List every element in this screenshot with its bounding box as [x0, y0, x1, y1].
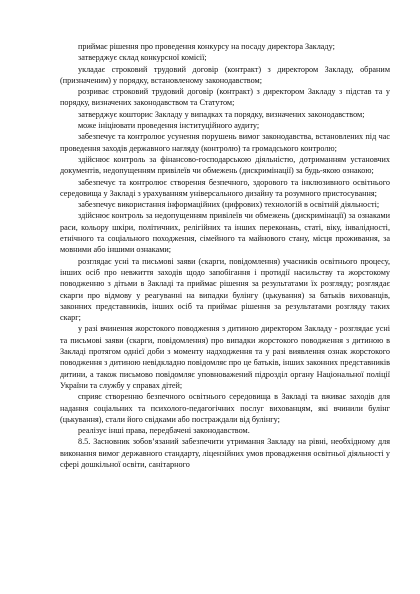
- paragraph: може ініціювати проведення інституційного аудиту;: [78, 121, 260, 131]
- paragraph: здійснює контроль за недопущенням привілеїв чи обмежень (дискримінації) за ознаками раси, кольору шкіри, політичних, релігійних та інших переконань, статі, віку, інвалідності, етнічного та соціального походження, сімейного та майнового стану, місця проживання, за мовними або іншими ознаками;: [60, 211, 390, 255]
- paragraph: забезпечує та контролює усунення порушень вимог законодавства, встановлених під час проведення заходів державного нагляду (контролю) та громадського контролю;: [60, 132, 390, 153]
- paragraph: сприяє створенню безпечного освітнього середовища в Закладі та вживає заходів для надання соціальних та психолого-педагогічних послуг вихованцям, які вчинили булінг (цькування), стали його свідками або постраждали від булінгу;: [60, 392, 390, 424]
- paragraph: 8.5. Засновник зобов’язаний забезпечити утримання Закладу на рівні, необхідному для виконання вимог державного стандарту, ліцензійних умов провадження освітньої діяльності у сфері дошкільної освіти, санітарного: [60, 437, 390, 469]
- paragraph: розглядає усні та письмові заяви (скарги, повідомлення) учасників освітнього процесу, інших осіб про невжиття заходів щодо запобігання і протидії насильству та жорстокому поводженню з дітьми в Закладі та приймає рішення за результатами їх розгляду; розглядає скарги про відмову у реагуванні на випадки булінгу (цькування) за батьків вихованців, законних представників, інших осіб та приймає рішення за результатами розгляду таких скарг;: [60, 256, 390, 323]
- paragraph: реалізує інші права, передбачені законодавством.: [78, 426, 250, 436]
- paragraph: затверджує кошторис Закладу у випадках та порядку, визначених законодавством;: [78, 109, 365, 119]
- paragraph: приймає рішення про проведення конкурсу на посаду директора Закладу;: [78, 42, 335, 51]
- paragraph: здійснює контроль за фінансово-господарською діяльністю, дотриманням установчих документів, недопущенням привілеїв чи обмежень (дискримінації) за будь-якою ознакою;: [60, 154, 390, 176]
- paragraph: у разі вчинення жорстокого поводження з дитиною директором Закладу - розглядає усні та письмові заяви (скарги, повідомлення) про випадки жорстокого поводження з дитиною в Закладі протягом однієї доби з моменту надходження та у разі виявлення ознак жорстокого поводження з дитиною невідкладно повідомляє про це батьків, інших законних представників дитини, а також письмово повідомляє уповноважений підрозділ органу Національної поліції України та службу у справах дітей;: [60, 324, 390, 390]
- paragraph: укладає строковий трудовий договір (контракт) з директором Закладу, обраним (призначеним) у порядку, встановленому законодавством;: [60, 64, 390, 85]
- paragraph: затверджує склад конкурсної комісії;: [78, 53, 207, 63]
- paragraph: забезпечує використання інформаційних (цифрових) технологій в освітній діяльності;: [78, 200, 380, 210]
- paragraph: забезпечує та контролює створення безпечного, здорового та інклюзивного освітнього середовища у Закладі з урахуванням універсального дизайну та розумного пристосування;: [60, 177, 390, 198]
- paragraph: розриває строковий трудовий договір (контракт) з директором Закладу з підстав та у порядку, визначених законодавством та Статутом;: [60, 87, 390, 108]
